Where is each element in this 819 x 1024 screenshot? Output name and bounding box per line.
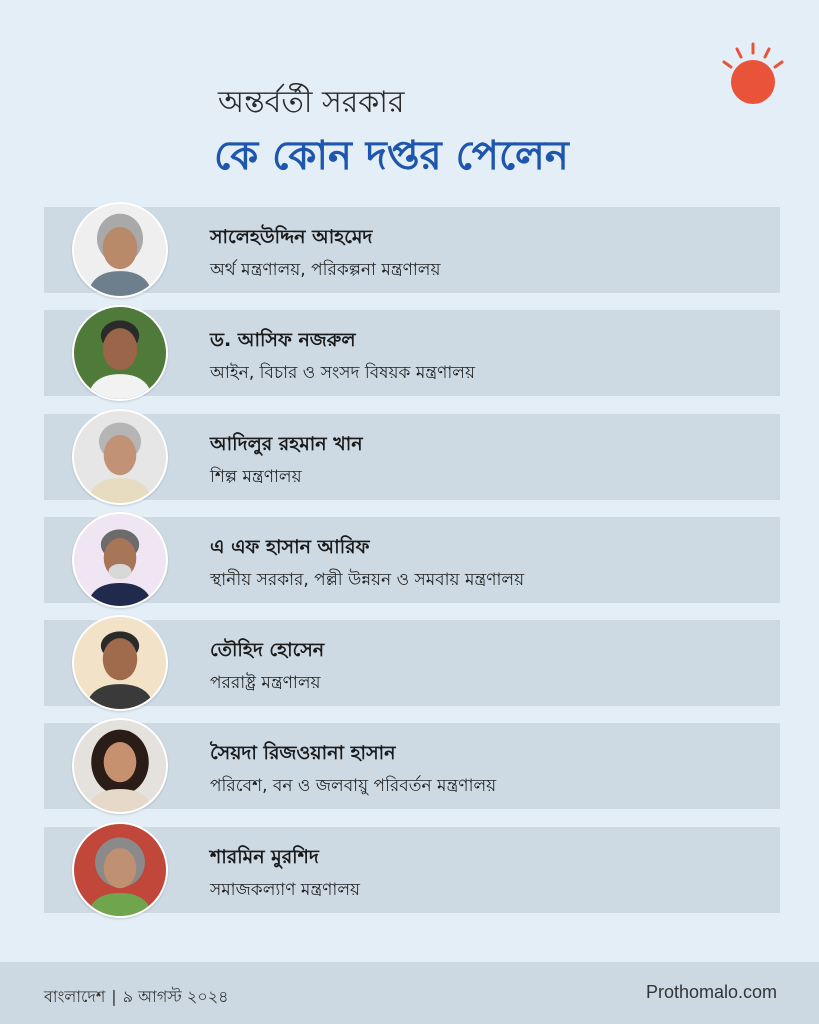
adviser-name: সালেহউদ্দিন আহমেদ — [210, 226, 373, 248]
avatar — [72, 718, 168, 814]
adviser-ministry: শিল্প মন্ত্রণালয় — [210, 466, 302, 487]
adviser-name: ড. আসিফ নজরুল — [210, 329, 356, 352]
adviser-ministry: আইন, বিচার ও সংসদ বিষয়ক মন্ত্রণালয় — [210, 363, 475, 384]
sun-logo-icon — [718, 40, 788, 110]
avatar — [72, 409, 168, 505]
avatar — [72, 202, 168, 298]
adviser-row — [44, 723, 780, 809]
adviser-row — [44, 827, 780, 913]
adviser-ministry: পরিবেশ, বন ও জলবায়ু পরিবর্তন মন্ত্রণালয় — [210, 776, 497, 797]
header-subtitle: অন্তর্বর্তী সরকার — [218, 85, 405, 120]
adviser-row — [44, 310, 780, 396]
footer-separator: | — [111, 987, 117, 1006]
adviser-name: তৌহিদ হোসেন — [210, 639, 325, 662]
adviser-ministry: পররাষ্ট্র মন্ত্রণালয় — [210, 673, 321, 694]
avatar — [72, 512, 168, 608]
adviser-row — [44, 207, 780, 293]
adviser-name: সৈয়দা রিজওয়ানা হাসান — [210, 742, 396, 765]
footer-date: ৯ আগস্ট ২০২৪ — [122, 987, 229, 1006]
page-title: কে কোন দপ্তর পেলেন — [214, 133, 569, 179]
footer-site-link[interactable]: Prothomalo.com — [645, 982, 777, 1002]
avatar — [72, 615, 168, 711]
adviser-row — [44, 414, 780, 500]
footer-section: বাংলাদেশ — [44, 987, 106, 1006]
footer-dateline — [44, 984, 229, 1011]
adviser-ministry: অর্থ মন্ত্রণালয়, পরিকল্পনা মন্ত্রণালয় — [210, 260, 441, 280]
adviser-ministry: স্থানীয় সরকার, পল্লী উন্নয়ন ও সমবায় মন্ত্রণালয় — [210, 569, 525, 590]
avatar — [72, 305, 168, 401]
adviser-ministry: সমাজকল্যাণ মন্ত্রণালয় — [210, 879, 361, 900]
footer — [0, 962, 819, 1024]
adviser-name: এ এফ হাসান আরিফ — [210, 535, 370, 558]
adviser-row — [44, 620, 780, 706]
adviser-row — [44, 517, 780, 603]
adviser-name: শারমিন মুরশিদ — [210, 845, 319, 868]
adviser-list — [44, 207, 780, 930]
adviser-name: আদিলুর রহমান খান — [210, 432, 363, 455]
avatar — [72, 822, 168, 918]
